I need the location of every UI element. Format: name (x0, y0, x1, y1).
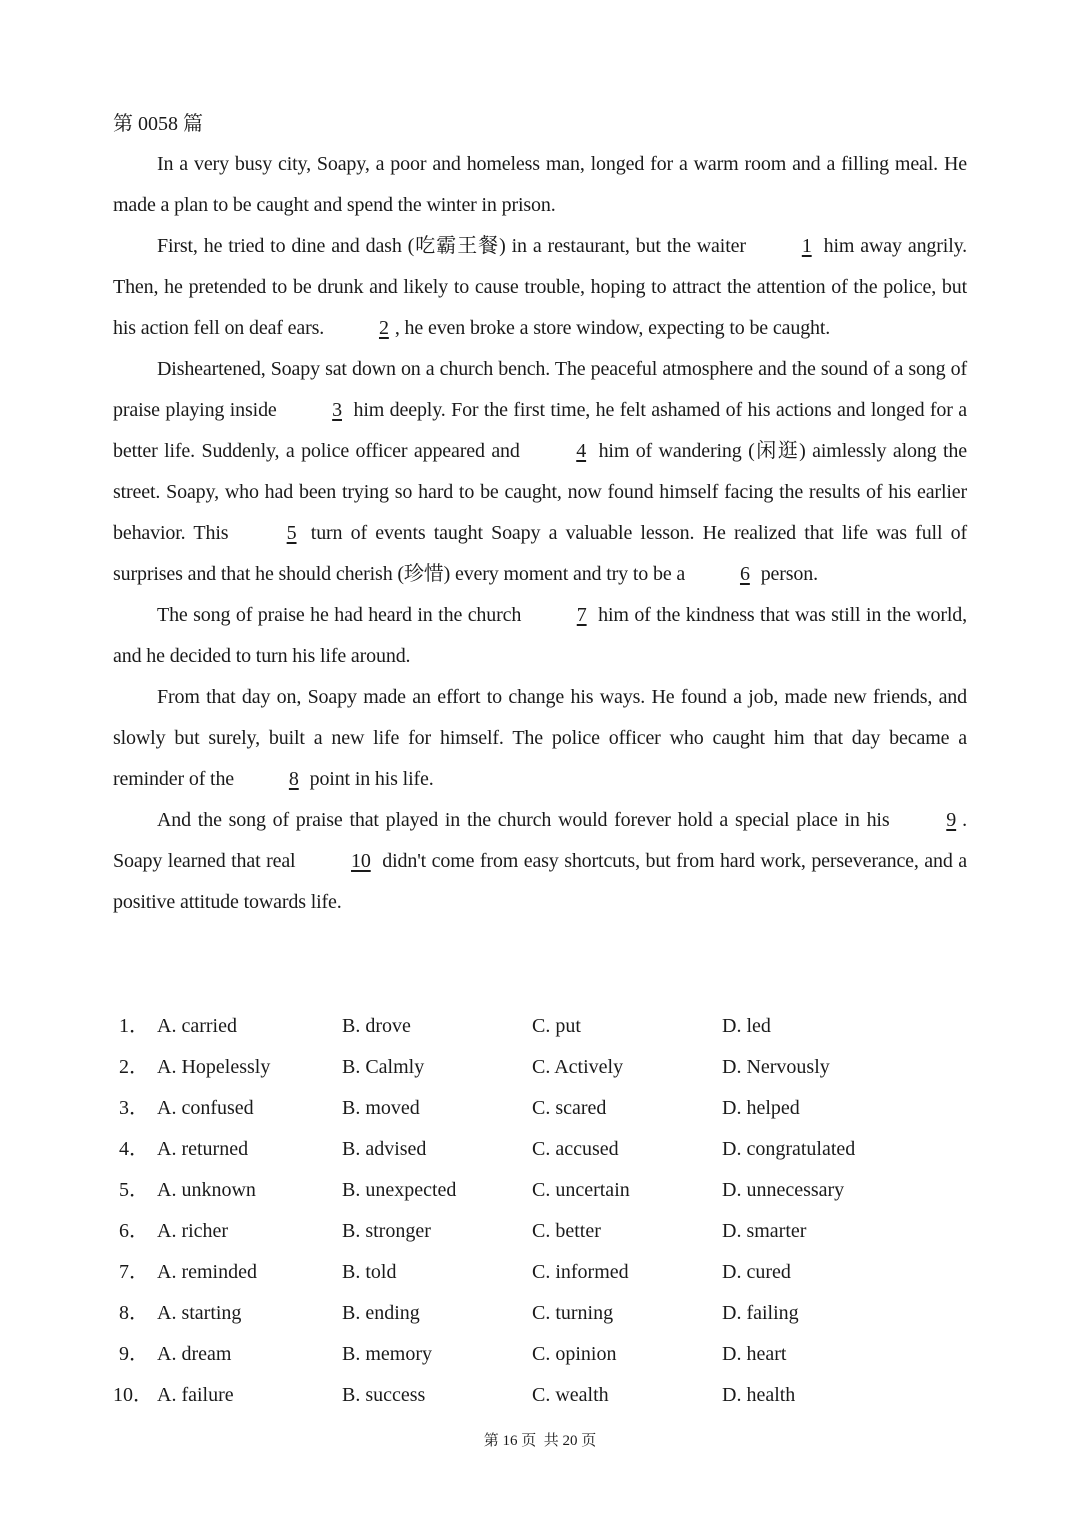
blank-4: 4 (576, 440, 587, 462)
option-b: B. success (342, 1384, 426, 1406)
option-a: A. Hopelessly (157, 1056, 271, 1078)
paragraph (113, 226, 967, 349)
option-a: A. richer (157, 1220, 229, 1242)
option-a: A. returned (157, 1138, 249, 1160)
paragraph (113, 800, 967, 923)
option-d: D. health (722, 1384, 796, 1406)
question-number: 9． (119, 1343, 149, 1365)
passage-title: 第 0058 篇 (113, 113, 203, 135)
option-c: C. uncertain (532, 1179, 630, 1201)
option-d: D. smarter (722, 1220, 807, 1242)
blank-1: 1 (801, 235, 812, 257)
paragraph (113, 349, 967, 595)
option-b: B. advised (342, 1138, 427, 1160)
option-d: D. heart (722, 1343, 787, 1365)
option-b: B. told (342, 1261, 397, 1283)
paragraph-text: turn of events taught Soapy a valuable lesson. He realized that life was full of surprises and that he should cherish (珍惜) every moment and try to be a (113, 522, 967, 585)
option-a: A. failure (157, 1384, 234, 1406)
option-c: C. scared (532, 1097, 607, 1119)
option-d: D. Nervously (722, 1056, 830, 1078)
question-number: 4． (119, 1138, 149, 1160)
blank-5: 5 (286, 522, 297, 544)
option-c: C. informed (532, 1261, 629, 1283)
question-number: 2． (119, 1056, 149, 1078)
option-d: D. failing (722, 1302, 799, 1324)
option-c: C. wealth (532, 1384, 609, 1406)
question-number: 7． (119, 1261, 149, 1283)
paragraph-text: him of wandering (闲逛) aimlessly along the street. Soapy, who had been trying so hard to be caught, now found himself facing the results of his earlier behavior. This (113, 440, 967, 544)
option-b: B. drove (342, 1015, 411, 1037)
option-d: D. cured (722, 1261, 791, 1283)
question-number: 1． (119, 1015, 149, 1037)
option-b: B. stronger (342, 1220, 431, 1242)
option-c: C. turning (532, 1302, 614, 1324)
paragraph-text: him of the kindness that was still in the world, and he decided to turn his life around. (113, 604, 967, 667)
paragraph-text: person. (755, 563, 818, 585)
option-a: A. confused (157, 1097, 254, 1119)
option-c: C. better (532, 1220, 601, 1242)
option-c: C. put (532, 1015, 581, 1037)
page-footer: 第 16 页 共 20 页 (483, 1433, 597, 1449)
option-d: D. led (722, 1015, 771, 1037)
paragraph-text: Disheartened, Soapy sat down on a church bench. The peaceful atmosphere and the sound of a song of praise playing inside (113, 358, 967, 421)
paragraph (113, 677, 967, 800)
option-a: A. dream (157, 1343, 232, 1365)
option-a: A. carried (157, 1015, 237, 1037)
option-b: B. ending (342, 1302, 420, 1324)
paragraph-text: didn't come from easy shortcuts, but from hard work, perseverance, and a positive attitude towards life. (113, 850, 967, 913)
option-c: C. accused (532, 1138, 619, 1160)
option-c: C. opinion (532, 1343, 617, 1365)
option-b: B. unexpected (342, 1179, 457, 1201)
question-number: 6． (119, 1220, 149, 1242)
paragraph-text: , he even broke a store window, expecting to be caught. (394, 317, 831, 339)
paragraph-text: From that day on, Soapy made an effort to change his ways. He found a job, made new friends, and slowly but surely, built a new life for himself. The police officer who caught him that day became a reminder of the (113, 686, 967, 790)
paragraph-text: In a very busy city, Soapy, a poor and homeless man, longed for a warm room and a filling meal. He made a plan to be caught and spend the winter in prison. (113, 153, 967, 216)
option-a: A. unknown (157, 1179, 256, 1201)
blank-9: 9 (946, 809, 957, 831)
passage-body (113, 144, 967, 923)
option-a: A. starting (157, 1302, 242, 1324)
blank-10: 10 (351, 850, 371, 872)
blank-8: 8 (288, 768, 299, 790)
question-number: 3． (119, 1097, 149, 1119)
blank-6: 6 (739, 563, 750, 585)
paragraph-text: . Soapy learned that real (113, 809, 967, 872)
option-b: B. moved (342, 1097, 420, 1119)
option-d: D. congratulated (722, 1138, 856, 1160)
paragraph-text: First, he tried to dine and dash (吃霸王餐) in a restaurant, but the waiter (157, 235, 752, 257)
option-b: B. Calmly (342, 1056, 425, 1078)
blank-7: 7 (576, 604, 587, 626)
option-a: A. reminded (157, 1261, 257, 1283)
paragraph-text: The song of praise he had heard in the church (157, 604, 527, 626)
paragraph (113, 144, 967, 226)
blank-3: 3 (332, 399, 342, 421)
question-number: 8． (119, 1302, 149, 1324)
paragraph (113, 595, 967, 677)
paragraph-text: him away angrily. Then, he pretended to be drunk and likely to cause trouble, hoping to attract the attention of the police, but his action fell on deaf ears. (113, 235, 967, 339)
paragraph-text: him deeply. For the first time, he felt ashamed of his actions and longed for a better life. Suddenly, a police officer appeared and (113, 399, 967, 462)
option-d: D. unnecessary (722, 1179, 845, 1201)
blank-2: 2 (378, 317, 389, 339)
option-c: C. Actively (532, 1056, 624, 1078)
paragraph-text: point in his life. (304, 768, 434, 790)
paragraph-text: And the song of praise that played in the church would forever hold a special place in his (157, 809, 897, 831)
option-b: B. memory (342, 1343, 432, 1365)
question-number: 10． (113, 1384, 153, 1406)
option-d: D. helped (722, 1097, 800, 1119)
question-number: 5． (119, 1179, 149, 1201)
